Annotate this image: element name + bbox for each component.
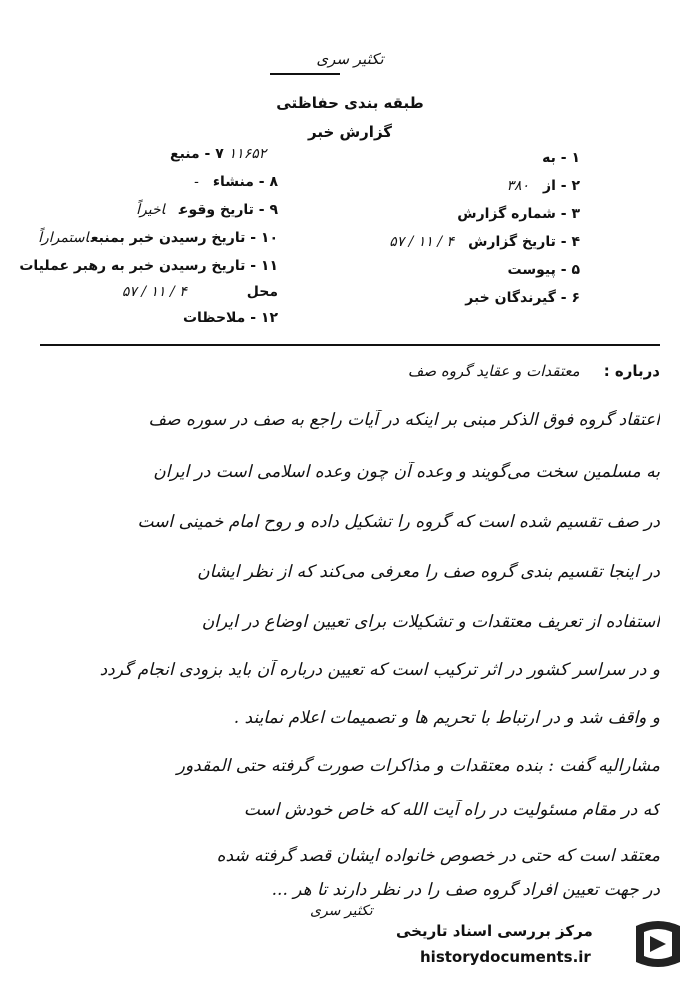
field-place: محل۴ / ۱۱ / ۵۷ [121, 284, 278, 300]
body-line-7: و واقف شد و در ارتباط با تحریم ها و تصمیمات اعلام نمایند . [233, 708, 660, 728]
field-attachment: ۵ - پیوست [507, 262, 580, 278]
body-line-1: اعتقاد گروه فوق الذکر مبنی بر اینکه در آیات راجع به صف در سوره صف [148, 410, 660, 430]
body-line-9: که در مقام مسئولیت در راه آیت الله که خاص خودش است [243, 800, 660, 820]
report-title: گزارش خبر [307, 123, 393, 141]
body-line-11: در جهت تعیین افراد گروه صف را در نظر دارند تا هر ... [271, 880, 660, 900]
body-line-8: مشارالیه گفت : بنده معتقدات و مذاکرات صورت گرفته حتی المقدور [176, 756, 660, 776]
top-stamp: تکثیر سری [316, 50, 384, 68]
body-line-5: استفاده از تعریف معتقدات و تشکیلات برای تعیین اوضاع در ایران [201, 612, 660, 632]
watermark-text: مرکز بررسی اسناد تاریخی [396, 922, 593, 940]
body-line-2: به مسلمین سخت می‌گویند و وعده آن چون وعده اسلامی است در ایران [153, 462, 660, 482]
field-event-date: ۹ - تاریخ وقوعاخیراً [136, 202, 278, 218]
stamp-underline [270, 73, 340, 75]
body-line-3: در صف تقسیم شده است که گروه را تشکیل داده و روح امام خمینی است [137, 512, 660, 532]
bottom-signature: تکثیر سری [310, 903, 373, 919]
body-line-4: در اینجا تقسیم بندی گروه صف را معرفی می‌کند که از نظر ایشان [197, 562, 660, 582]
field-recipients: ۶ - گیرندگان خبر [465, 290, 580, 306]
field-ops-received-date: ۱۱ - تاریخ رسیدن خبر به رهبر عملیات [19, 258, 278, 274]
field-source-received-date: ۱۰ - تاریخ رسیدن خبر بمنبعاستمراراً [38, 230, 278, 246]
field-from: ۲ - از۳۸۰ [506, 178, 580, 194]
field-to: ۱ - به [542, 150, 580, 166]
field-report-number: ۳ - شماره گزارش [457, 206, 580, 222]
field-notes: ۱۲ - ملاحظات [182, 310, 278, 326]
watermark-url: historydocuments.ir [420, 948, 591, 966]
header-divider [40, 344, 660, 346]
field-source: ۱۱۶۵۲ ۷ - منبع [170, 146, 267, 162]
field-report-date: ۴ - تاریخ گزارش۴ / ۱۱ / ۵۷ [389, 234, 580, 250]
subject-line: درباره :معتقدات و عقاید گروه صف [407, 362, 660, 380]
archive-logo-icon [632, 916, 684, 970]
field-origin: ۸ - منشاء- [194, 174, 278, 190]
classification-label: طبقه بندی حفاظتی [276, 94, 424, 112]
body-line-10: معتقد است که حتی در خصوص خانواده ایشان قصد گرفته شده [216, 846, 660, 866]
body-line-6: و در سراسر کشور در اثر ترکیب است که تعیین درباره آن باید بزودی انجام گردد [99, 660, 660, 680]
